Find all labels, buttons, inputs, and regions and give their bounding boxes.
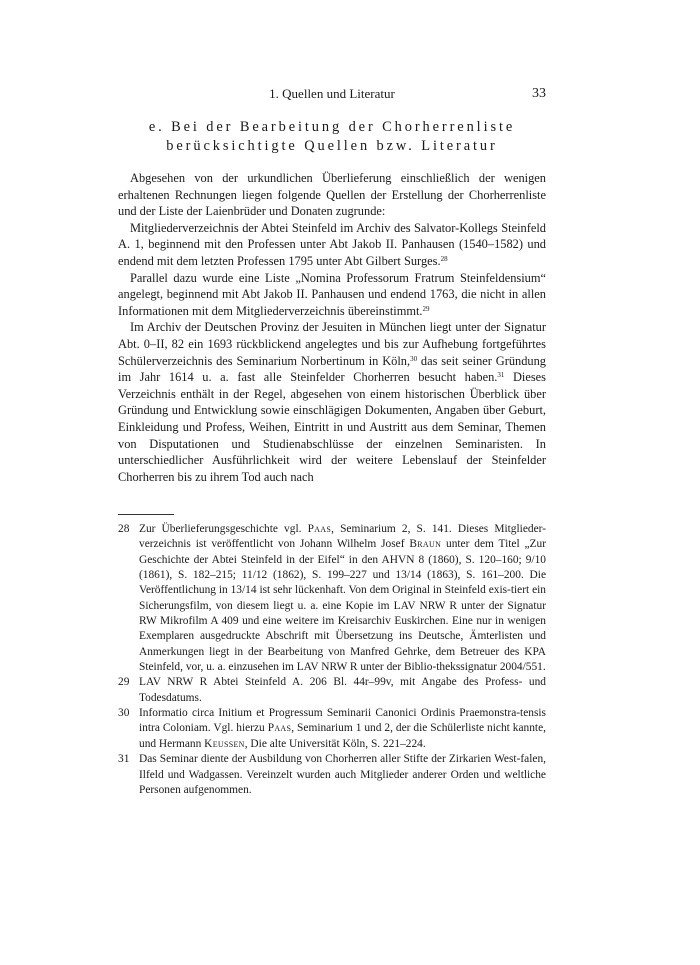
footnote-text: , Seminarium 1 und 2, der die Schülerliste nicht kannte, und Hermann	[139, 722, 547, 750]
footnote-text: , Seminarium 2, S. 141. Dieses Mitglieder-verzeichnis ist veröffentlicht von Johann Wilhelm Josef	[139, 523, 546, 551]
author-name: Paas	[267, 722, 292, 735]
footnote-number: 30	[118, 707, 130, 720]
footnote-text: Das Seminar diente der Ausbildung von Chorherren aller Stifte der Zirkarien West-falen, Ilfeld und Wadgassen. Vereinzelt wurden auch Mitglieder anderer Orden und weltliche Personen aufgenommen.	[139, 753, 546, 796]
footnote-number: 31	[118, 753, 130, 766]
running-title: 1. Quellen und Literatur	[269, 86, 395, 101]
page-header	[118, 86, 546, 104]
footnote-separator	[118, 514, 174, 515]
footnote-text: Informatio circa Initium et Progressum Seminarii Canonici Ordinis Praemonstra-tensis intra Coloniam. Vgl. hierzu	[139, 707, 546, 735]
section-heading	[118, 118, 546, 156]
paragraph-3-text: Parallel dazu wurde eine Liste „Nomina Professorum Fratrum Steinfeldensium“ angelegt, beginnend mit Abt Jakob II. Panhausen und endend 1763, die nicht in allen Informationen mit dem Mitgliederverzeichnis übereinstimmt.	[118, 270, 546, 318]
paragraph-2	[118, 220, 546, 270]
paragraph-4-text-a: Im Archiv der Deutschen Provinz der Jesuiten in München liegt unter der Signatur Abt. 0–II, 82 ein 1693 rückblickend angelegtes und bis zur Aufhebung fortgeführtes Schülerverzeichnis des Seminarium Norbertinum in Köln,	[118, 320, 546, 368]
author-name: Keussen	[204, 737, 245, 750]
footnote-29	[118, 675, 546, 706]
page-number: 33	[532, 86, 546, 101]
footnote-ref-31: 31	[497, 371, 505, 380]
footnote-31	[118, 752, 546, 798]
paragraph-4	[118, 319, 546, 485]
footnote-text: , Die alte Universität Köln, S. 221–224.	[244, 737, 426, 750]
footnote-number: 29	[118, 676, 130, 689]
author-name: Paas	[307, 523, 332, 535]
section-heading-line-2: berücksichtigte Quellen bzw. Literatur	[166, 138, 498, 154]
paragraph-1-text: Abgesehen von der urkundlichen Überlieferung einschließlich der wenigen erhaltenen Rechnungen liegen folgende Quellen der Erstellung der Chorherrenliste und der Liste der Laienbrüder und Donaten zugrunde:	[118, 171, 546, 219]
footnotes	[118, 522, 546, 798]
paragraph-1	[118, 170, 546, 220]
footnote-ref-30: 30	[410, 354, 418, 363]
paragraph-4-text-c: Dieses Verzeichnis enthält in der Regel, abgesehen von einem historischen Überblick über Gründung und Entwicklung sowie einschlägigen Dokumenten, Angaben über Geburt, Einkleidung und Profess, Weihen, Eintritt in und Austritt aus dem Seminar, Themen von Disputationen und Studienabschlüsse der einzelnen Seminaristen. In unterschiedlicher Ausführlichkeit wird der weitere Lebenslauf der Steinfelder Chorherren bis zu ihrem Tod auch nach	[118, 370, 546, 484]
footnote-ref-29: 29	[422, 304, 430, 313]
footnote-number: 28	[118, 523, 130, 535]
section-heading-line-1: e. Bei der Bearbeitung der Chorherrenliste	[148, 119, 516, 135]
paragraph-4-text-b: das seit seiner Gründung im Jahr 1614 u. a. fast alle Steinfelder Chorherren besucht haben.	[118, 353, 546, 385]
paragraph-2-text: Mitgliederverzeichnis der Abtei Steinfeld im Archiv des Salvator-Kollegs Steinfeld A. 1, beginnend mit den Professen unter Abt Jakob II. Panhausen (1540–1582) und endend mit dem letzten Professen 1795 unter Abt Gilbert Surges.	[118, 220, 546, 268]
footnote-text: Zur Überlieferungsgeschichte vgl.	[139, 523, 308, 535]
footnote-30	[118, 706, 546, 752]
footnote-28	[118, 522, 546, 675]
footnote-ref-28: 28	[440, 254, 448, 263]
paragraph-3	[118, 270, 546, 320]
footnote-text: LAV NRW R Abtei Steinfeld A. 206 Bl. 44r–99v, mit Angabe des Profess- und Todesdatums.	[139, 676, 546, 704]
author-name: Braun	[409, 538, 442, 551]
footnote-text: unter dem Titel „Zur Geschichte der Abtei Steinfeld in der Eifel“ in den AHVN 8 (1860), S. 120–160; 9/10 (1861), S. 182–215; 11/12 (1862), S. 199–227 und 13/14 (1863), S. 161–200. Die Veröffentlichung in 13/14 ist sehr lückenhaft. Von dem Original in Steinfeld exis-tiert ein Sicherungsfilm, von diesem liegt u. a. eine Kopie im LAV NRW R unter der Signatur RW Mikrofilm A 409 und eine weitere im Kreisarchiv Euskirchen. Eine nur in wenigen Exemplaren ausgedruckte Abschrift mit Übersetzung ins Deutsche, Ämterlisten und Anmerkungen liegt in der Bearbeitung von Manfred Gehrke, dem Betreuer des KPA Steinfeld, vor, u. a. einzusehen im LAV NRW R unter der Biblio-thekssignatur 2004/551.	[139, 538, 546, 674]
body-text	[118, 170, 546, 485]
